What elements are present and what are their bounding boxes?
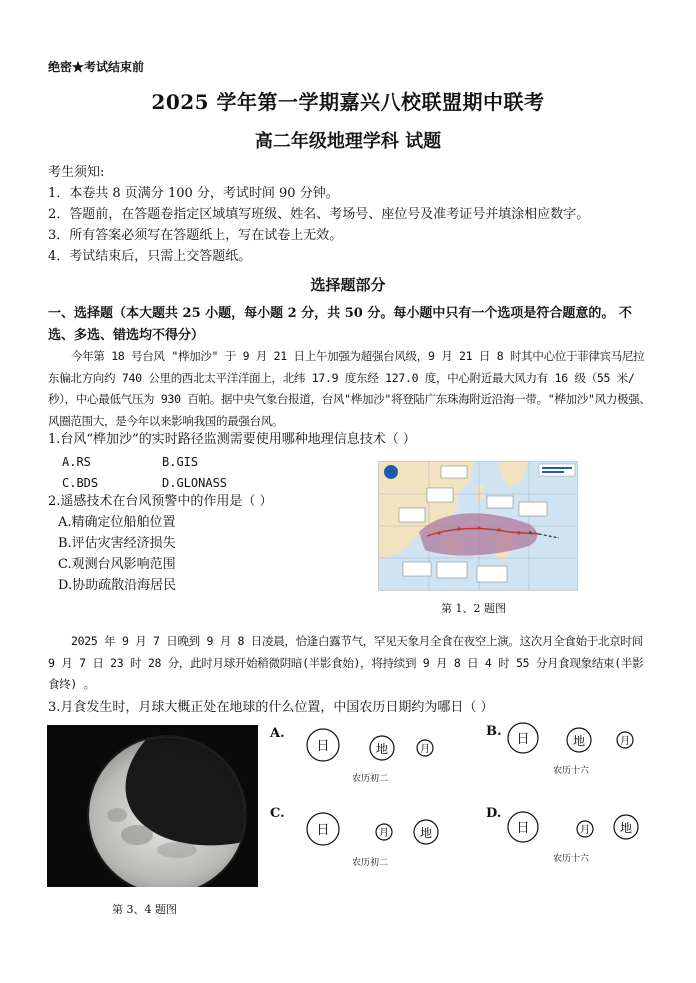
q1-option-a[interactable]: A.RS [62,455,91,469]
earth-char: 地 [419,826,433,840]
sun-char: 日 [316,823,330,838]
earth-char: 地 [572,734,586,748]
option-a-label[interactable]: A. [270,726,285,741]
section-title: 选择题部分 [310,276,386,294]
notice-item: 3．所有答案必须写在答题纸上，写在试卷上无效。 [48,228,343,243]
option-b-lunar-date: 农历十六 [553,766,590,776]
option-c-diagram [300,808,450,858]
q1-option-b[interactable]: B.GIS [162,455,199,469]
question-3-stem: 3.月食发生时，月球大概正处在地球的什么位置，中国农历日期约为哪日（ ） [48,700,494,715]
option-d-lunar-date: 农历十六 [553,854,590,864]
question-2-stem: 2.遥感技术在台风预警中的作用是（ ） [48,494,273,509]
option-c-label[interactable]: C. [270,806,285,821]
notice-heading: 考生须知: [48,165,105,180]
sun-char: 日 [516,821,530,836]
candidate-notice [48,162,589,267]
typhoon-track-map [378,461,578,591]
exam-title: 2025 学年第一学期嘉兴八校联盟期中联考 [151,90,545,114]
lunar-eclipse-photo [47,725,258,887]
option-a-lunar-date: 农历初二 [352,774,389,784]
option-c-lunar-date: 农历初二 [352,858,389,868]
figure-1-caption: 第 1、2 题图 [441,602,506,615]
option-b-label[interactable]: B. [486,724,502,739]
figure-2-caption: 第 3、4 题图 [112,903,177,916]
q2-option-a[interactable]: A.精确定位船舶位置 [58,515,176,530]
sun-char: 日 [516,732,530,747]
q1-option-c[interactable]: C.BDS [62,476,99,490]
passage-eclipse: 2025 年 9 月 7 日晚到 9 月 8 日凌晨，恰逢白露节气，罕见天象月全食在夜空上演。这次月全食始于北京时间 9 月 7 日 23 时 28 分，此时月球开始稍微阴暗(半影食始)，将持续到 9 月 8 日 4 时 55 分月食现象结束(半影食终) 。 [48,634,644,691]
earth-char: 地 [375,742,389,756]
option-d-diagram [505,805,665,855]
earth-char: 地 [619,821,633,835]
confidential-mark: 绝密★考试结束前 [48,60,145,74]
q2-option-c[interactable]: C.观测台风影响范围 [58,557,176,572]
notice-item: 4．考试结束后，只需上交答题纸。 [48,249,252,264]
typhoon-map-graphic [379,462,577,590]
option-d-label[interactable]: D. [486,806,502,821]
q2-option-b[interactable]: B.评估灾害经济损失 [58,536,176,551]
moon-char: 月 [620,736,630,747]
notice-item: 2．答题前，在答题卷指定区域填写班级、姓名、考场号、座位号及准考证号并填涂相应数字。 [48,207,590,222]
passage-typhoon: 今年第 18 号台风 "桦加沙" 于 9 月 21 日上午加强为超强台风级，9 月 21 日 8 时其中心位于菲律宾马尼拉东偏北方向约 740 公里的西北太平洋洋面上，北纬 17.9 度东经 127.0 度，中心附近最大风力有 16 级（55 米/秒），中心最低气压为 930 百帕。据中央气象台报道，台风"桦加沙"将登陆广东珠海附近沿海一带。"桦加沙"风力极强、风圈范围大，是今年以来影响我国的最强台风。 [48,349,651,428]
exam-subtitle: 高二年级地理学科 试题 [254,131,442,152]
moon-graphic [47,725,258,887]
moon-char: 月 [379,828,389,839]
notice-item: 1．本卷共 8 页满分 100 分，考试时间 90 分钟。 [48,186,339,201]
q1-option-d[interactable]: D.GLONASS [162,476,228,490]
moon-char: 月 [580,825,590,836]
question-1-stem: 1.台风“桦加沙”的实时路径监测需要使用哪种地理信息技术（ ） [48,432,416,447]
section-instruction: 一、选择题（本大题共 25 小题，每小题 2 分，共 50 分。每小题中只有一个选项是符合题意的。 不选、多选、错选均不得分） [48,306,632,343]
moon-char: 月 [420,744,430,755]
q2-option-d[interactable]: D.协助疏散沿海居民 [58,578,177,593]
sun-char: 日 [316,739,330,754]
